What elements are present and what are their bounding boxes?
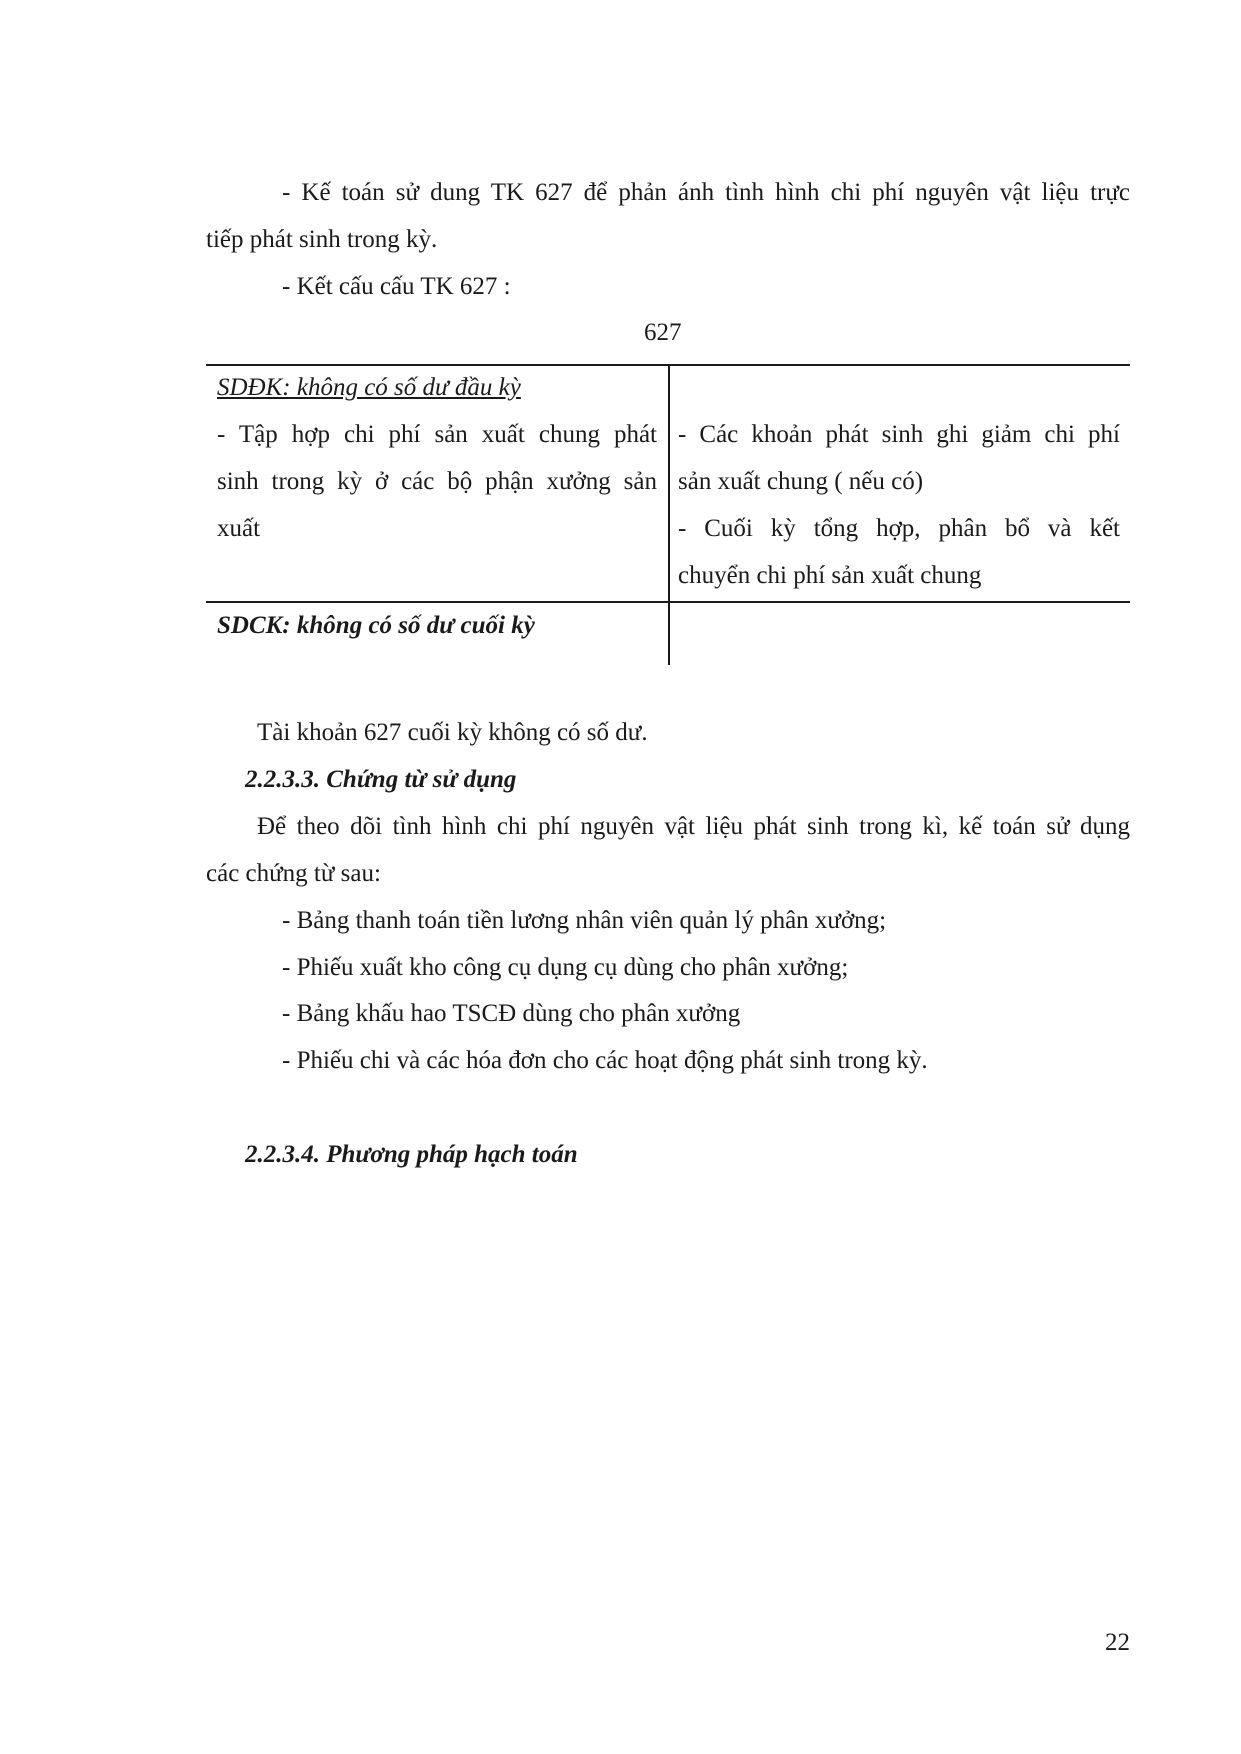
vouchers-para-line-2: các chứng từ sau: (206, 860, 381, 887)
voucher-item-3: - Bảng khấu hao TSCĐ dùng cho phân xưởng (282, 1000, 741, 1027)
voucher-item-4: - Phiếu chi và các hóa đơn cho các hoạt động phát sinh trong kỳ. (282, 1047, 928, 1074)
debit-line-3: xuất (217, 515, 261, 542)
credit-line-1: - Các khoản phát sinh ghi giảm chi phí (678, 421, 1120, 448)
intro-line-1: - Kế toán sử dung TK 627 để phản ánh tình hình chi phí nguyên vật liệu trực (282, 179, 1130, 206)
credit-line-2: sản xuất chung ( nếu có) (678, 468, 924, 495)
taccount-title: 627 (644, 319, 682, 346)
balance-note: Tài khoản 627 cuối kỳ không có số dư. (257, 719, 648, 746)
intro-line-2: tiếp phát sinh trong kỳ. (206, 226, 438, 253)
credit-line-4: chuyển chi phí sản xuất chung (678, 562, 982, 589)
voucher-item-1: - Bảng thanh toán tiền lương nhân viên quản lý phân xưởng; (282, 907, 887, 934)
structure-label: - Kết cấu cấu TK 627 : (282, 273, 511, 300)
section-heading-2233: 2.2.3.3. Chứng từ sử dụng (245, 766, 517, 793)
t-account (206, 364, 1130, 665)
vouchers-para-line-1: Để theo dõi tình hình chi phí nguyên vật liệu phát sinh trong kì, kế toán sử dụng (257, 813, 1130, 840)
t-account-divider (668, 364, 670, 665)
credit-line-3: - Cuối kỳ tổng hợp, phân bổ và kết (678, 515, 1120, 542)
debit-closing-balance: SDCK: không có số dư cuối kỳ (217, 612, 535, 639)
debit-line-2: sinh trong kỳ ở các bộ phận xưởng sản (217, 468, 657, 495)
voucher-item-2: - Phiếu xuất kho công cụ dụng cụ dùng cho phân xưởng; (282, 954, 849, 981)
page-number: 22 (1105, 1629, 1130, 1656)
section-heading-2234: 2.2.3.4. Phương pháp hạch toán (245, 1141, 578, 1168)
debit-line-1: - Tập hợp chi phí sản xuất chung phát (217, 421, 657, 448)
debit-opening-balance: SDĐK: không có số dư đầu kỳ (217, 374, 521, 401)
